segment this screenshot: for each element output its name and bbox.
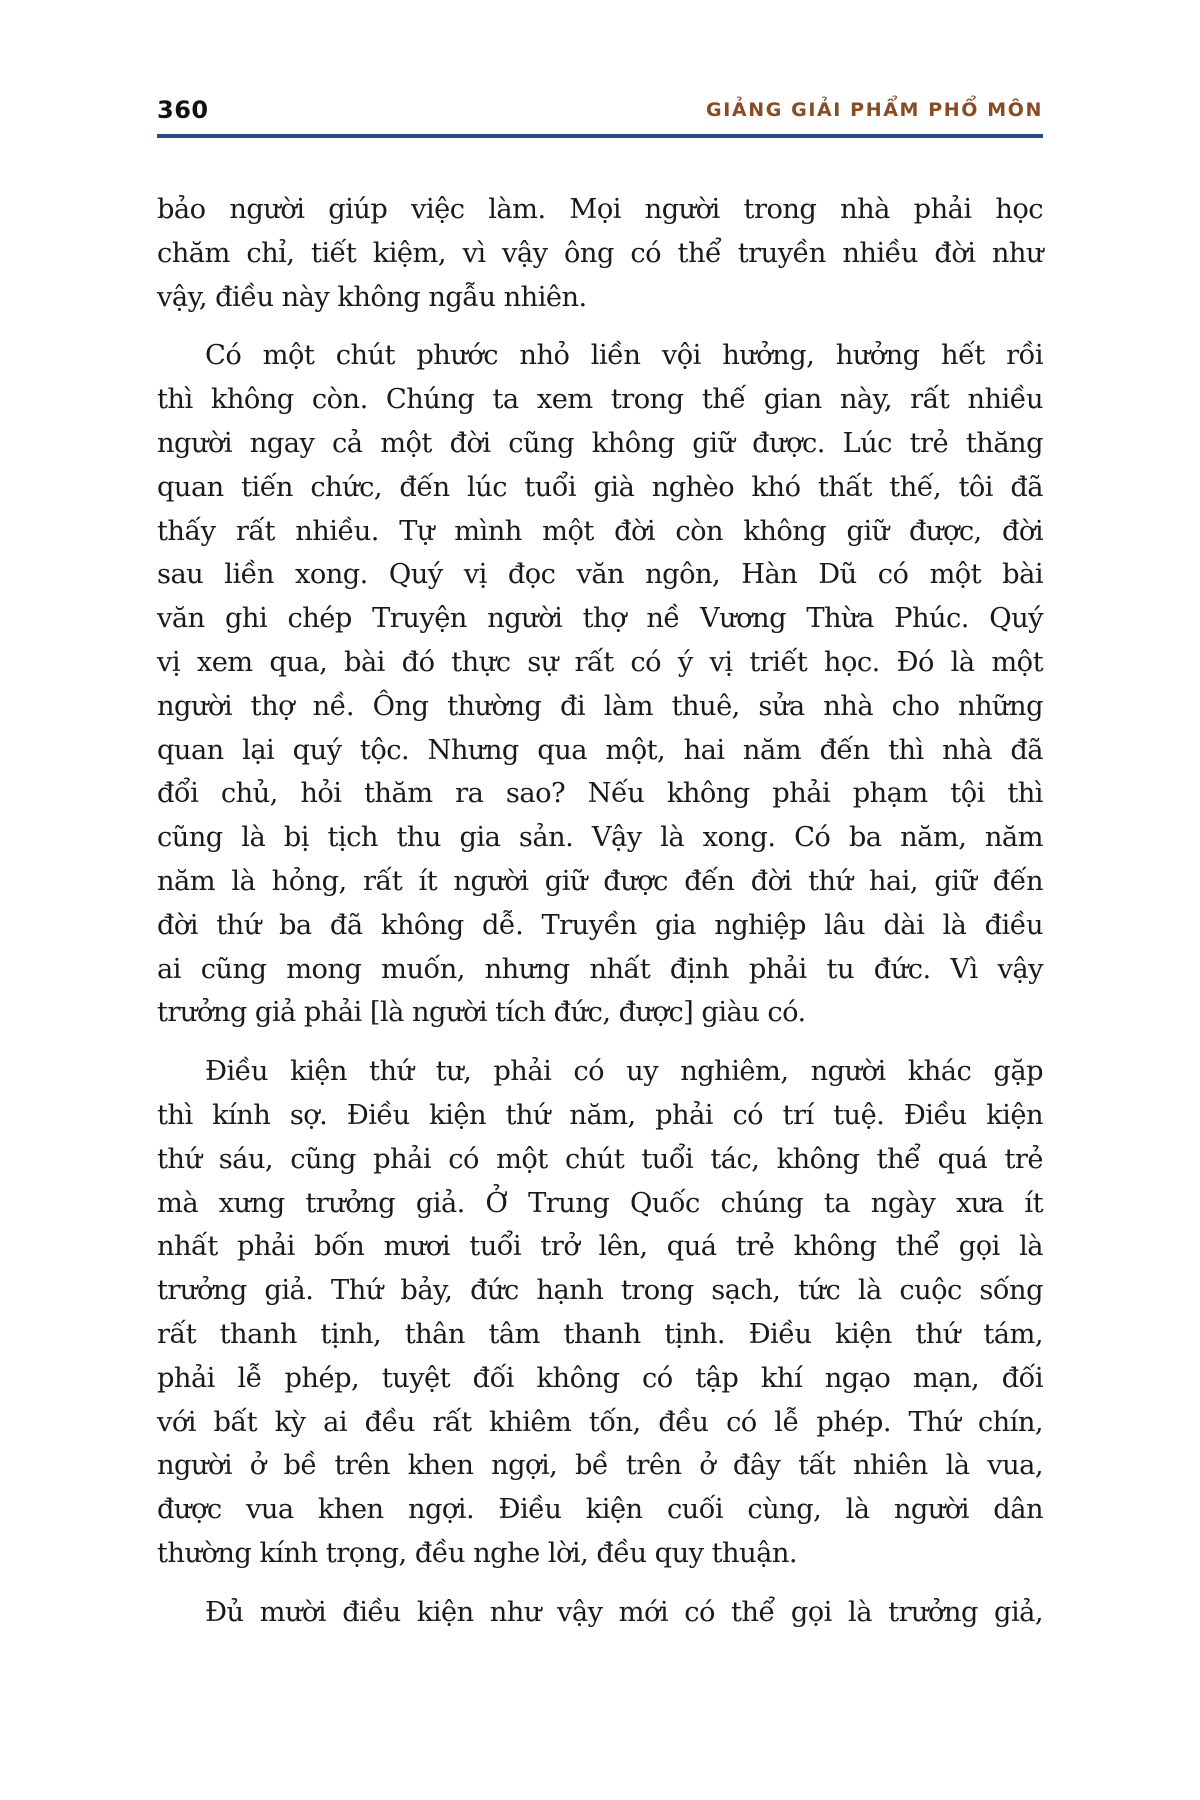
body-text xyxy=(157,188,1043,1650)
text-line: văn ghi chép Truyện người thợ nề Vương Thừa Phúc. Quý xyxy=(157,603,1043,635)
text-line: cũng là bị tịch thu gia sản. Vậy là xong. Có ba năm, năm xyxy=(157,822,1043,854)
text-line: sau liền xong. Quý vị đọc văn ngôn, Hàn Dũ có một bài xyxy=(157,559,1043,591)
text-line: thì kính sợ. Điều kiện thứ năm, phải có trí tuệ. Điều kiện xyxy=(157,1099,1043,1131)
text-line: năm là hỏng, rất ít người giữ được đến đời thứ hai, giữ đến xyxy=(157,865,1043,897)
page-header xyxy=(157,96,1043,132)
text-line: quan lại quý tộc. Nhưng qua một, hai năm đến thì nhà đã xyxy=(157,734,1043,766)
text-line: quan tiến chức, đến lúc tuổi già nghèo khó thất thế, tôi đã xyxy=(157,471,1043,503)
running-title: GIẢNG GIẢI PHẨM PHỔ MÔN xyxy=(706,99,1043,121)
paragraph xyxy=(157,1591,1043,1635)
text-line: thì không còn. Chúng ta xem trong thế gian này, rất nhiều xyxy=(157,384,1043,416)
text-line: vậy, điều này không ngẫu nhiên. xyxy=(157,281,587,313)
text-line: người ngay cả một đời cũng không giữ được. Lúc trẻ thăng xyxy=(157,427,1043,459)
text-line: với bất kỳ ai đều rất khiêm tốn, đều có lễ phép. Thứ chín, xyxy=(157,1406,1043,1438)
paragraph xyxy=(157,188,1043,319)
text-line: người ở bề trên khen ngợi, bề trên ở đây tất nhiên là vua, xyxy=(157,1450,1043,1482)
text-line: trưởng giả phải [là người tích đức, được] giàu có. xyxy=(157,997,806,1029)
text-line: mà xưng trưởng giả. Ở Trung Quốc chúng ta ngày xưa ít xyxy=(157,1187,1043,1219)
text-line: thứ sáu, cũng phải có một chút tuổi tác, không thể quá trẻ xyxy=(157,1143,1043,1175)
text-line: thấy rất nhiều. Tự mình một đời còn không giữ được, đời xyxy=(157,515,1043,547)
text-line: Điều kiện thứ tư, phải có uy nghiêm, người khác gặp xyxy=(205,1056,1043,1088)
header-rule xyxy=(157,134,1043,138)
text-line: được vua khen ngợi. Điều kiện cuối cùng, là người dân xyxy=(157,1494,1043,1526)
text-line: nhất phải bốn mươi tuổi trở lên, quá trẻ không thể gọi là xyxy=(157,1231,1043,1263)
text-line: đời thứ ba đã không dễ. Truyền gia nghiệp lâu dài là điều xyxy=(157,909,1043,941)
text-line: phải lễ phép, tuyệt đối không có tập khí ngạo mạn, đối xyxy=(157,1362,1043,1394)
page-number: 360 xyxy=(157,96,209,124)
text-line: bảo người giúp việc làm. Mọi người trong nhà phải học xyxy=(157,194,1043,225)
text-line: người thợ nề. Ông thường đi làm thuê, sửa nhà cho những xyxy=(157,690,1043,722)
text-line: thường kính trọng, đều nghe lời, đều quy thuận. xyxy=(157,1537,797,1569)
text-line: trưởng giả. Thứ bảy, đức hạnh trong sạch, tức là cuộc sống xyxy=(157,1275,1043,1307)
text-line: ai cũng mong muốn, nhưng nhất định phải tu đức. Vì vậy xyxy=(157,953,1043,985)
paragraph xyxy=(157,334,1043,1035)
text-line: Đủ mười điều kiện như vậy mới có thể gọi là trưởng giả, xyxy=(205,1596,1043,1628)
text-line: đổi chủ, hỏi thăm ra sao? Nếu không phải phạm tội thì xyxy=(157,778,1043,810)
text-line: rất thanh tịnh, thân tâm thanh tịnh. Điều kiện thứ tám, xyxy=(157,1318,1043,1350)
text-line: vị xem qua, bài đó thực sự rất có ý vị triết học. Đó là một xyxy=(157,646,1043,678)
text-line: Có một chút phước nhỏ liền vội hưởng, hưởng hết rồi xyxy=(205,340,1043,372)
text-line: chăm chỉ, tiết kiệm, vì vậy ông có thể truyền nhiều đời như xyxy=(157,237,1043,269)
paragraph xyxy=(157,1050,1043,1576)
